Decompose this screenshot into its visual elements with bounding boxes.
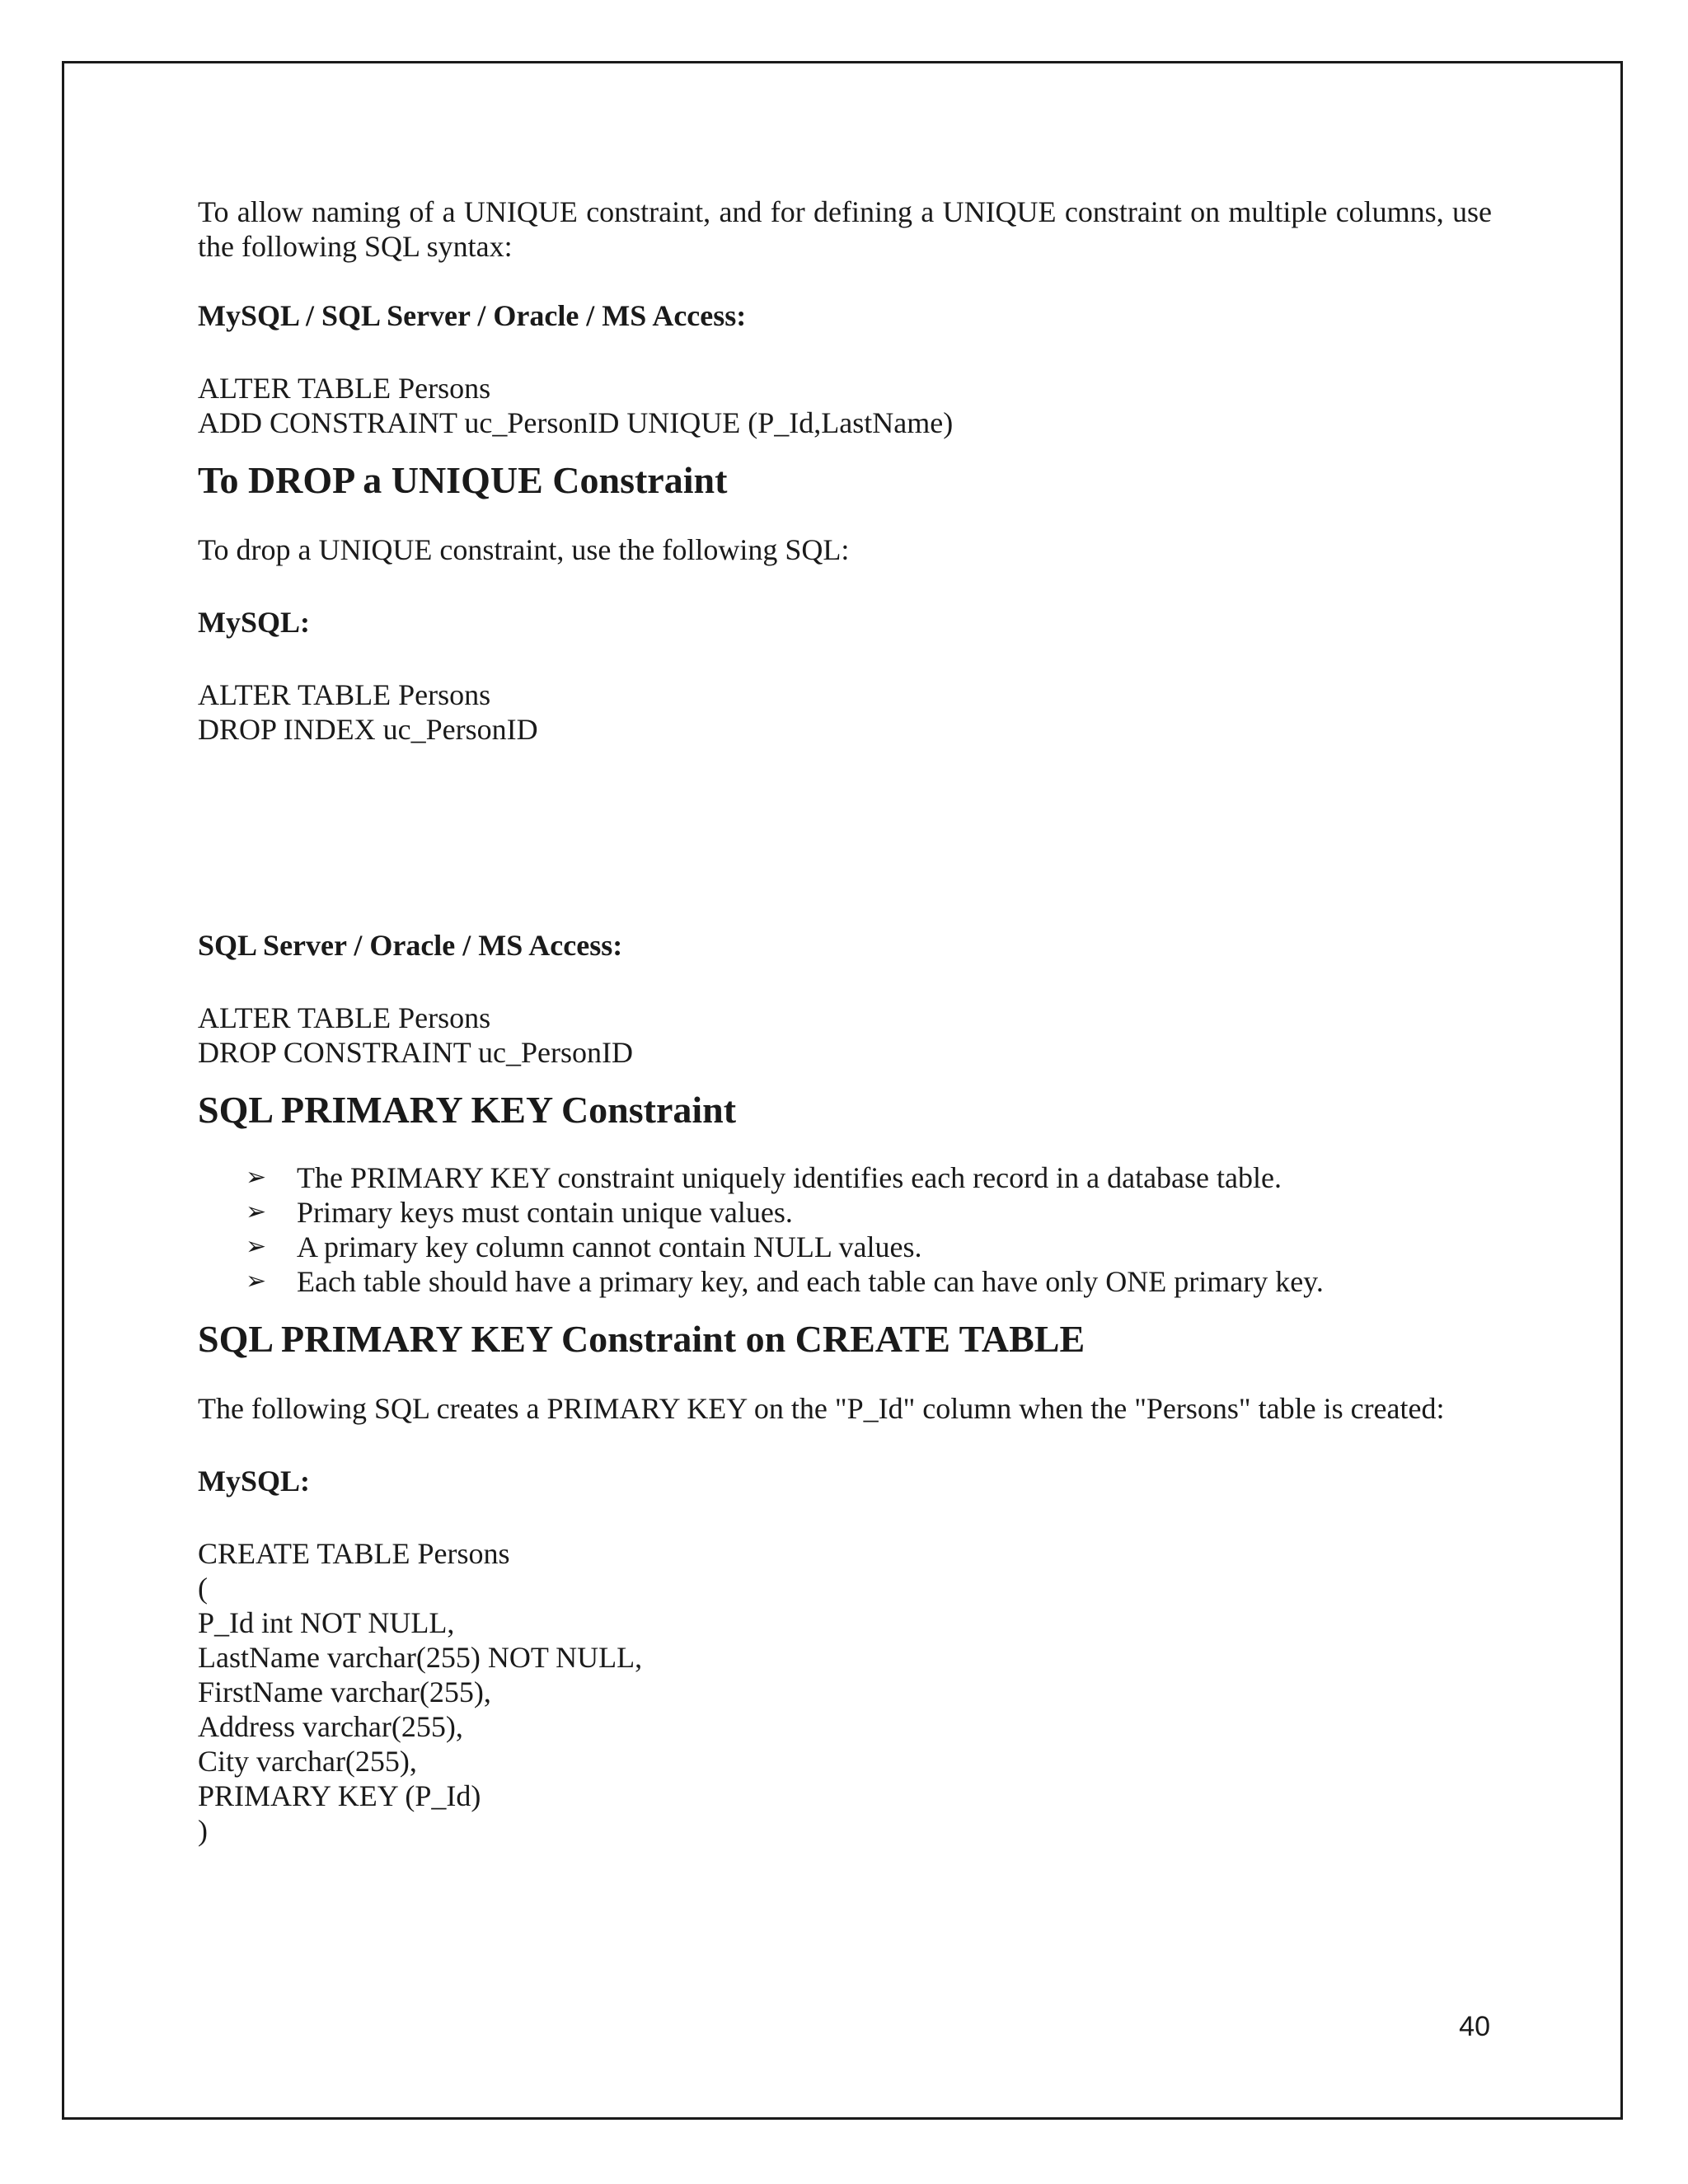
pk-create-mysql-label: MySQL:	[198, 1465, 311, 1497]
primary-key-heading: SQL PRIMARY KEY Constraint	[198, 1089, 737, 1131]
drop-unique-other-label: SQL Server / Oracle / MS Access:	[198, 929, 623, 962]
bullet-text: Each table should have a primary key, and each table can have only ONE primary key.	[297, 1265, 1324, 1298]
pk-create-paragraph: The following SQL creates a PRIMARY KEY on the "P_Id" column when the "Persons" table is created:	[198, 1392, 1445, 1425]
code-line: LastName varchar(255) NOT NULL,	[198, 1641, 643, 1674]
intro-code-block	[198, 371, 1492, 440]
intro-platform-label: MySQL / SQL Server / Oracle / MS Access:	[198, 299, 747, 332]
code-line: )	[198, 1814, 208, 1847]
pk-create-code-block	[198, 1536, 1492, 1848]
drop-unique-mysql-label: MySQL:	[198, 606, 311, 639]
bullet-text: A primary key column cannot contain NULL values.	[297, 1230, 922, 1263]
code-line: ADD CONSTRAINT uc_PersonID UNIQUE (P_Id,LastName)	[198, 406, 954, 439]
code-line: ALTER TABLE Persons	[198, 1001, 491, 1034]
drop-unique-other-code	[198, 1001, 1492, 1070]
pk-create-heading: SQL PRIMARY KEY Constraint on CREATE TABLE	[198, 1318, 1085, 1360]
drop-unique-mysql-code	[198, 677, 1492, 747]
arrow-bullet-icon: ➢	[246, 1197, 267, 1226]
arrow-bullet-icon: ➢	[246, 1163, 267, 1192]
code-line: FirstName varchar(255),	[198, 1675, 491, 1708]
code-line: DROP INDEX uc_PersonID	[198, 713, 538, 746]
code-line: P_Id int NOT NULL,	[198, 1606, 455, 1639]
code-line: DROP CONSTRAINT uc_PersonID	[198, 1036, 634, 1069]
intro-paragraph: To allow naming of a UNIQUE constraint, and for defining a UNIQUE constraint on multiple columns, use the following SQL syntax:	[198, 195, 1492, 263]
code-line: (	[198, 1572, 208, 1605]
list-item	[198, 1160, 1492, 1195]
code-line: Address varchar(255),	[198, 1710, 463, 1743]
bullet-text: The PRIMARY KEY constraint uniquely identifies each record in a database table.	[297, 1161, 1282, 1194]
bullet-text: Primary keys must contain unique values.	[297, 1196, 793, 1229]
list-item	[198, 1230, 1492, 1264]
list-item	[198, 1195, 1492, 1230]
code-line: City varchar(255),	[198, 1745, 417, 1778]
page-number: 40	[1459, 2011, 1490, 2042]
drop-unique-heading: To DROP a UNIQUE Constraint	[198, 459, 728, 501]
arrow-bullet-icon: ➢	[246, 1232, 267, 1261]
page-content	[198, 194, 1492, 1848]
primary-key-bullet-list	[198, 1160, 1492, 1299]
arrow-bullet-icon: ➢	[246, 1267, 267, 1296]
code-line: PRIMARY KEY (P_Id)	[198, 1779, 481, 1812]
code-line: ALTER TABLE Persons	[198, 372, 491, 405]
drop-unique-paragraph: To drop a UNIQUE constraint, use the following SQL:	[198, 533, 850, 566]
list-item	[198, 1264, 1492, 1299]
code-line: ALTER TABLE Persons	[198, 678, 491, 711]
code-line: CREATE TABLE Persons	[198, 1537, 510, 1570]
